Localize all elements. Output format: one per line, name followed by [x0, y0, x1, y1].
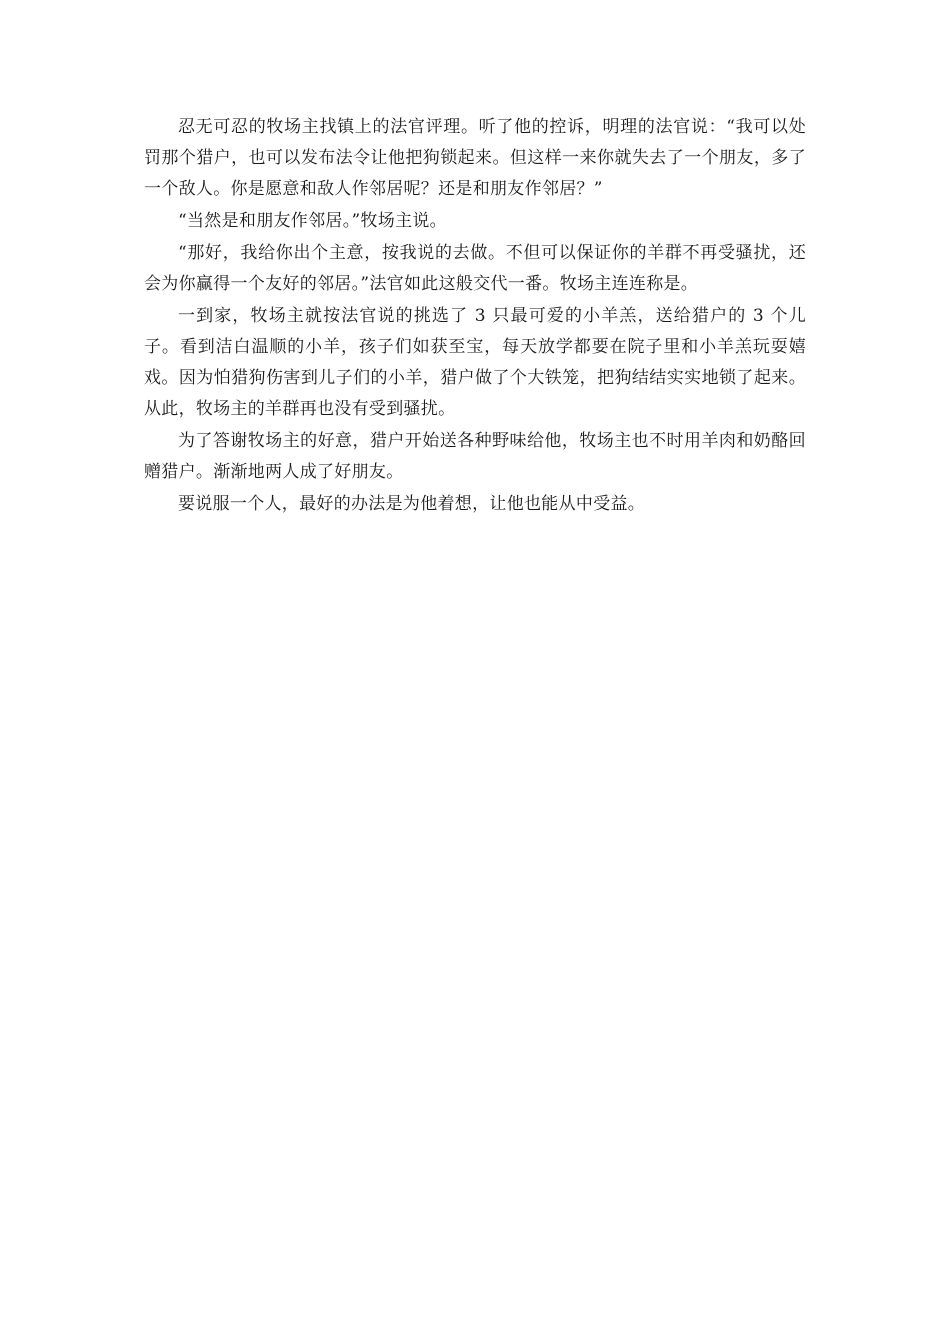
paragraph-1: 忍无可忍的牧场主找镇上的法官评理。听了他的控诉，明理的法官说：“我可以处罚那个猎户，也可以发布法令让他把狗锁起来。但这样一来你就失去了一个朋友，多了一个敌人。你是愿意和敌人作邻居呢？还是和朋友作邻居？”: [144, 117, 806, 199]
paragraph-5: 为了答谢牧场主的好意，猎户开始送各种野味给他，牧场主也不时用羊肉和奶酪回赠猎户。渐渐地两人成了好朋友。: [144, 431, 806, 482]
document-body: [144, 112, 806, 520]
paragraph-2: “当然是和朋友作邻居。”牧场主说。: [178, 211, 447, 231]
paragraph-4: 一到家，牧场主就按法官说的挑选了 3 只最可爱的小羊羔，送给猎户的 3 个儿子。看到洁白温顺的小羊，孩子们如获至宝，每天放学都要在院子里和小羊羔玩耍嬉戏。因为怕猎狗伤害到儿子们的小羊，猎户做了个大铁笼，把狗结结实实地锁了起来。从此，牧场主的羊群再也没有受到骚扰。: [144, 306, 806, 419]
paragraph-3: “那好，我给你出个主意，按我说的去做。不但可以保证你的羊群不再受骚扰，还会为你赢得一个友好的邻居。”法官如此这般交代一番。牧场主连连称是。: [144, 243, 806, 294]
paragraph-6: 要说服一个人，最好的办法是为他着想，让他也能从中受益。: [178, 494, 646, 514]
